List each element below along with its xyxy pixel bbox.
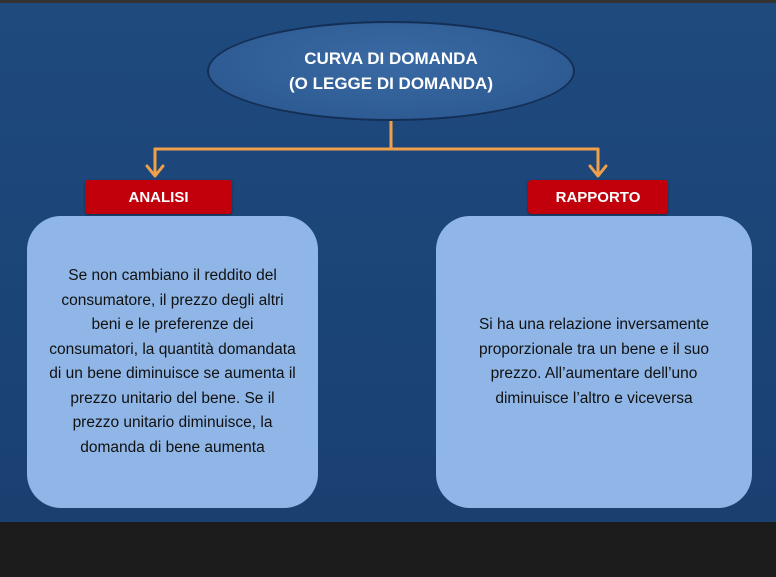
bottom-bar [0, 522, 776, 577]
label-rapporto [528, 180, 668, 214]
label-rapporto-text: RAPPORTO [555, 188, 641, 206]
card-rapporto [436, 216, 752, 508]
title-oval [207, 21, 575, 121]
title-line-2: (O LEGGE DI DOMANDA) [289, 74, 493, 93]
label-analisi [85, 180, 232, 214]
title-line-1: CURVA DI DOMANDA [304, 49, 478, 68]
card-analisi [27, 216, 318, 508]
card-analisi-text: Se non cambiano il reddito del consumatore, il prezzo degli altri beni e le preferenze dei consumatori, la quantità domandata di un bene diminuisce se aumenta il prezzo unitario del bene. Se il prezzo unitario diminuisce, la domanda di bene aumenta [49, 267, 296, 456]
card-rapporto-text: Si ha una relazione inversamente proporzionale tra un bene e il suo prezzo. All’aumentare dell’uno diminuisce l’altro e viceversa [478, 316, 710, 407]
label-analisi-text: ANALISI [128, 188, 189, 206]
